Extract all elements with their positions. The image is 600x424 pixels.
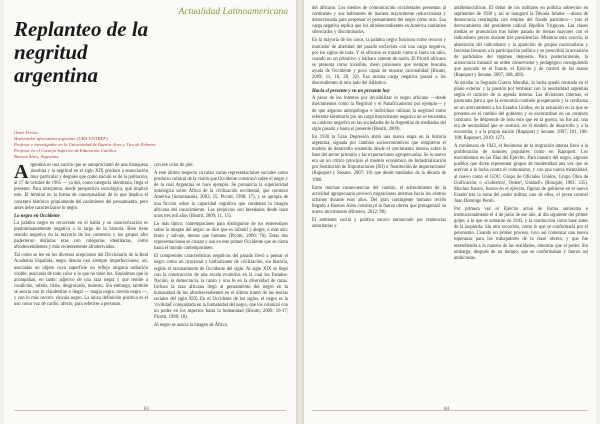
- author-block: [14, 130, 164, 160]
- body-paragraph: Lo más típico: contemporáneo para distinguirse de los estereotipos sobre la imagen del negro: se dice que es infantil y alegre, o más aún: bruto y salvaje, menos que humano (Picotti, 2000; 76). Estas dos representaciones se cruzan y son en este primer Occidente que se cierra hasta el mundo contemporáneo.: [154, 221, 288, 252]
- body-paragraph: A pesar de los intentos por invisibilizar lo negro africano —desde movimientos como la Negritud y el Panafricanismo por ejemplo— y de que algunos antropólogos e individuos utilizan la negritud como referente identitario por un carga mayormente negativa no se encuentra su carácter negativo en las sociedades de la Argentina de mediados del siglo pasado y hasta el presente (Bisutti, 2009).: [312, 96, 446, 132]
- right-page-column-1: [312, 6, 446, 232]
- right-page-column-2: [454, 6, 588, 264]
- body-paragraph: La palabra negro es recurrente en el habla y su caracterización es predominantemente negativa a lo largo de la historia. Bien tiene sentido negativo en la mayoría de los contextos y los grupos afro padecieron distintas eras con categorías identitarias, como afrodescendientes y más recientemente afroderivados.: [14, 220, 148, 251]
- author-location: Buenos Aires, Argentina: [14, 154, 59, 159]
- body-paragraph: Por primera vez el Ejército actuó de forma autónoma e institucionalmente el 4 de junio de ese año, al día siguiente del primer golpe, a lo que se sumaron en 1943, y la conducción como base antes de la izquierda. Sin otro recorrido, como lo que se conformaría por el peronismo. Cuando un primer proceso, tuvo así comenzar una nueva esperanza para los trabajadores de la clase obrera, y que fue entendiendo a la manera de las realidades, mientras que el poder. Sin embargo, después de un tiempo, que se conformaban y fueron así ambiciosas.: [454, 207, 588, 261]
- body-paragraph: El comprender características negativas del pasado llevó a pensar el negro como un irracional y barbarizante de civilización, sin historia, regido el razonamiento de Occidente del siglo. Al siglo XIX se llegó con la construcción de una escala evolutiva en la cual los Estados-Nación, la democracia, la razón y una fe en la diversidad de razas. Incluso la raza africana llegó al pensamiento del negro en la humanidad de los afrodescendientes en el último tramo de las teorías raciales del siglo XIX. En el Occidente de los siglos, el negro es la 'civilidad' conquistada en la humanidad del negro, que los colonizó con un poder en los aspectos hasta la humanidad (Bisutti, 2009: 16-17; Picotti, 1998; 18).: [154, 254, 288, 321]
- section-label: Actualidad Latinoamericana: [178, 7, 288, 17]
- body-paragraph: A comienzos de 1943, el fenómeno de la migración interna llevó a la proliferación de rumores populares como en Rapoport. Los movimientos en las filas del Ejército. Para nuestro del negro, algunos pueblos que dicen representar grupos de modernidad una vez que se acercan a la lucha contra el comunismo, y con una nueva mentalidad, al nuevo como el GOU: Grupo de Oficiales Unidos, Grupo Obra de Unificación, o «Gobierno!, Orden!, Unidad!» (Rouquié, 1981: 335). Muchos fueron, fueron en el ejército, figuras de gobierno en el nuevo Estado tras la toma del poder militar, uno de ellos, el joven coronel Juan Domingo Perón.: [454, 144, 588, 204]
- author-affiliation-2: Profesor e investigador en la Universidad de Buenos Aires y Tres de Febrero.: [14, 142, 157, 147]
- body-paragraph: del africano. Los medios de comunicación occidentales presentan al continente y sus habitantes de manera mayormente reduccionista y distorsionada para perpetuar el pensamiento del negro como otro. Esa carga negativa replica que los afrodescendientes en América continúen silenciados y discriminados.: [312, 6, 446, 36]
- page-number: 83: [144, 407, 149, 412]
- body-paragraph: Tal como se lee en los diversos acepciones del Diccionario de la Real Academia Española, negro denota casi siempre imperfecciones; así, asociadas un objeto cuya superficie no refleja ninguna radiación visible, asociarás de todo color o lo que no tiene luz. Sinónimos que lo acompañan, en tanto: adjetivo de una raza negra y que remite a condición, infeliz, triste, desgraciado, molesto. Sin embargo, también se asocia con lo clandestino o ilegal — magia negra, novela negra —, y con lo más oscuro: vincula negro. La única definición positiva es el uso como voz de cariño, afecto, para referirse a personas.: [14, 253, 148, 308]
- body-paragraph: Al negro se asocia la imagen de África.: [154, 323, 228, 329]
- body-paragraph: En 1930 la Gran Depresión abrió una nueva etapa en la historia argentina, signada por cambios socioeconómicos que rompieron el modelo de desarrollo sostenido desde el crecimiento interno sobre la base del sector primario y las exportaciones agropecuarias. Se lo nuevo era un un crítico principio el modelo económico de Industrialización por Sustitución de Importaciones (ISI) o 'Sustitución de importaciones' (Rapoport y Seoane, 2007; 19) que desde mediados de la década de 1960.: [312, 134, 446, 183]
- section-heading: Hacia el presente y en un presente hoy: [312, 89, 390, 95]
- body-paragraph: El ambiente social y político estuvo enmarcado por tendencias autoritarias y: [312, 218, 446, 230]
- book-gutter: [296, 0, 304, 424]
- author-affiliation-1: Historiador africanista argentino (UBA-UNTREF): [14, 136, 108, 141]
- drop-cap: A: [14, 161, 29, 183]
- left-page: [4, 0, 296, 424]
- left-page-column-2: [154, 163, 288, 331]
- author-affiliation-3: Profesor en el Consejo Superior de Educación Católica: [14, 148, 117, 153]
- body-paragraph: A este último respecto circulan varias representaciones sociales como producto cultural de la visión que Occidente construyó sobre el negro y de la cual Argentina se hace ejemplo. Se pronuncia la superioridad ontológica sobre África de la civilización occidental, que colonizó América (Solomianski, 2003; 25; Picotti, 1998; 17), y se apropia de una ficción sobre la capacidad cognitiva que condenan la imagen africana del conocimiento. Los prejuicios son heredados desde hace unos tres mil años (Bisutti, 2009; 11, 15).: [154, 171, 288, 219]
- right-page: [304, 0, 596, 424]
- footer-divider: [312, 410, 588, 411]
- author-name: Omer Freixa: [14, 130, 38, 135]
- intro-paragraph: Argentina es una nación que se autoproclamó de una blanqueza absoluta y la negritud en el siglo XIX produce a enunciación muy particular y después que como nación es de la población, al 17 de octubre de 1965 — ya del, como categoría identitaria, llega el presente. Para interpretar, desde perspectiva sociológica, qué implicó este. El término en la forma de conceptualizar de lo que implica el concepto histórico propiamente del nacimiento del pensamiento, pero antes debe caracterizarse lo negro.: [14, 161, 148, 211]
- body-paragraph: antidemocráticas. El debut de los militares en política sobrevino en septiembre de 1930 y así se inauguró la Década Infame —ahora de democracia restringida con empleo del fraude patriótico— tras el derrocamiento del presidente radical Hipólito Yrigoyen. Las clases medias se pronuncian tras haber pasado de tiernas mayores con el radicalismo previo durante tres presidencias. Mientras esto ocurría, la abstención del radicalismo y la aparición de grupos nacionalistas y fascistas llevaron a la participación política y se prescribió la actuación de partidarios del régimen depuesto. Para posteriormente, la aristocracia instauró un orden conservador y pedagógico consiguiendo que apoyado en el fraude, el Ejército y de control de las masas (Rapoport y Seoane, 2007; 468, 469).: [454, 6, 588, 79]
- left-page-column-1: [14, 163, 148, 310]
- article-title: Replanteo de la negritud argentina: [14, 17, 149, 87]
- footer-divider: [14, 410, 286, 411]
- section-heading: Lo negro en Occidente: [14, 213, 60, 219]
- body-paragraph: con ese color de piel.: [154, 163, 194, 168]
- body-paragraph: Al estallar la Segunda Guerra Mundial, la lucha quedó centrada en el plano exterior y la presión por terminar con la neutralidad argentina según el carácter de la agenda interna. Las divisiones internas, el panorama para a que la economía continúe prosperando y la confianza en un acercamiento a los Estados Unidos, en la actuación en la que se presenta en el cambio del gobierno y se encontraban en un contexto contrario. Se desprende de todo esto que en la guerra, no fue así, una era de neutralidad que se sostuvo, en el modelo de desarrollo y a la economía, y a la propia nación (Rapoport y Seoane, 2007; 101, 106-108; Rapoport, 2010; 127).: [454, 81, 588, 141]
- body-paragraph: Entre muchas consecuencias del cambio, el advenimiento de la actividad agropecuaria provocó migraciones internas hacia los centros urbanos durante esos años. Del gran contingente humano recién llegado a Buenos Aires constituyó la fuerza obrera que protagonizó su nuevo movimiento (Rioseco, 2012; 98).: [312, 185, 446, 215]
- page-number: 84: [444, 407, 449, 412]
- body-paragraph: En la mayoría de los casos, la palabra negro funciona como recurso y marcador de alteridad del pasado esclavista con una carga negativa, por los siglos de trata. Y el africano es tratado como si fuera un niño, cuando no un primitivo y bárbaro carente de razón. El Picotti africano se presenta como invisible, mero prisionero que siempre buscaba ayuda de Occidente y poco capaz de mostrar racionalidad (Bisutti, 2009; 11, 18, 20, 32). Esa misma carga negativa pasará a los descendientes al otro lado del Atlántico.: [312, 38, 446, 87]
